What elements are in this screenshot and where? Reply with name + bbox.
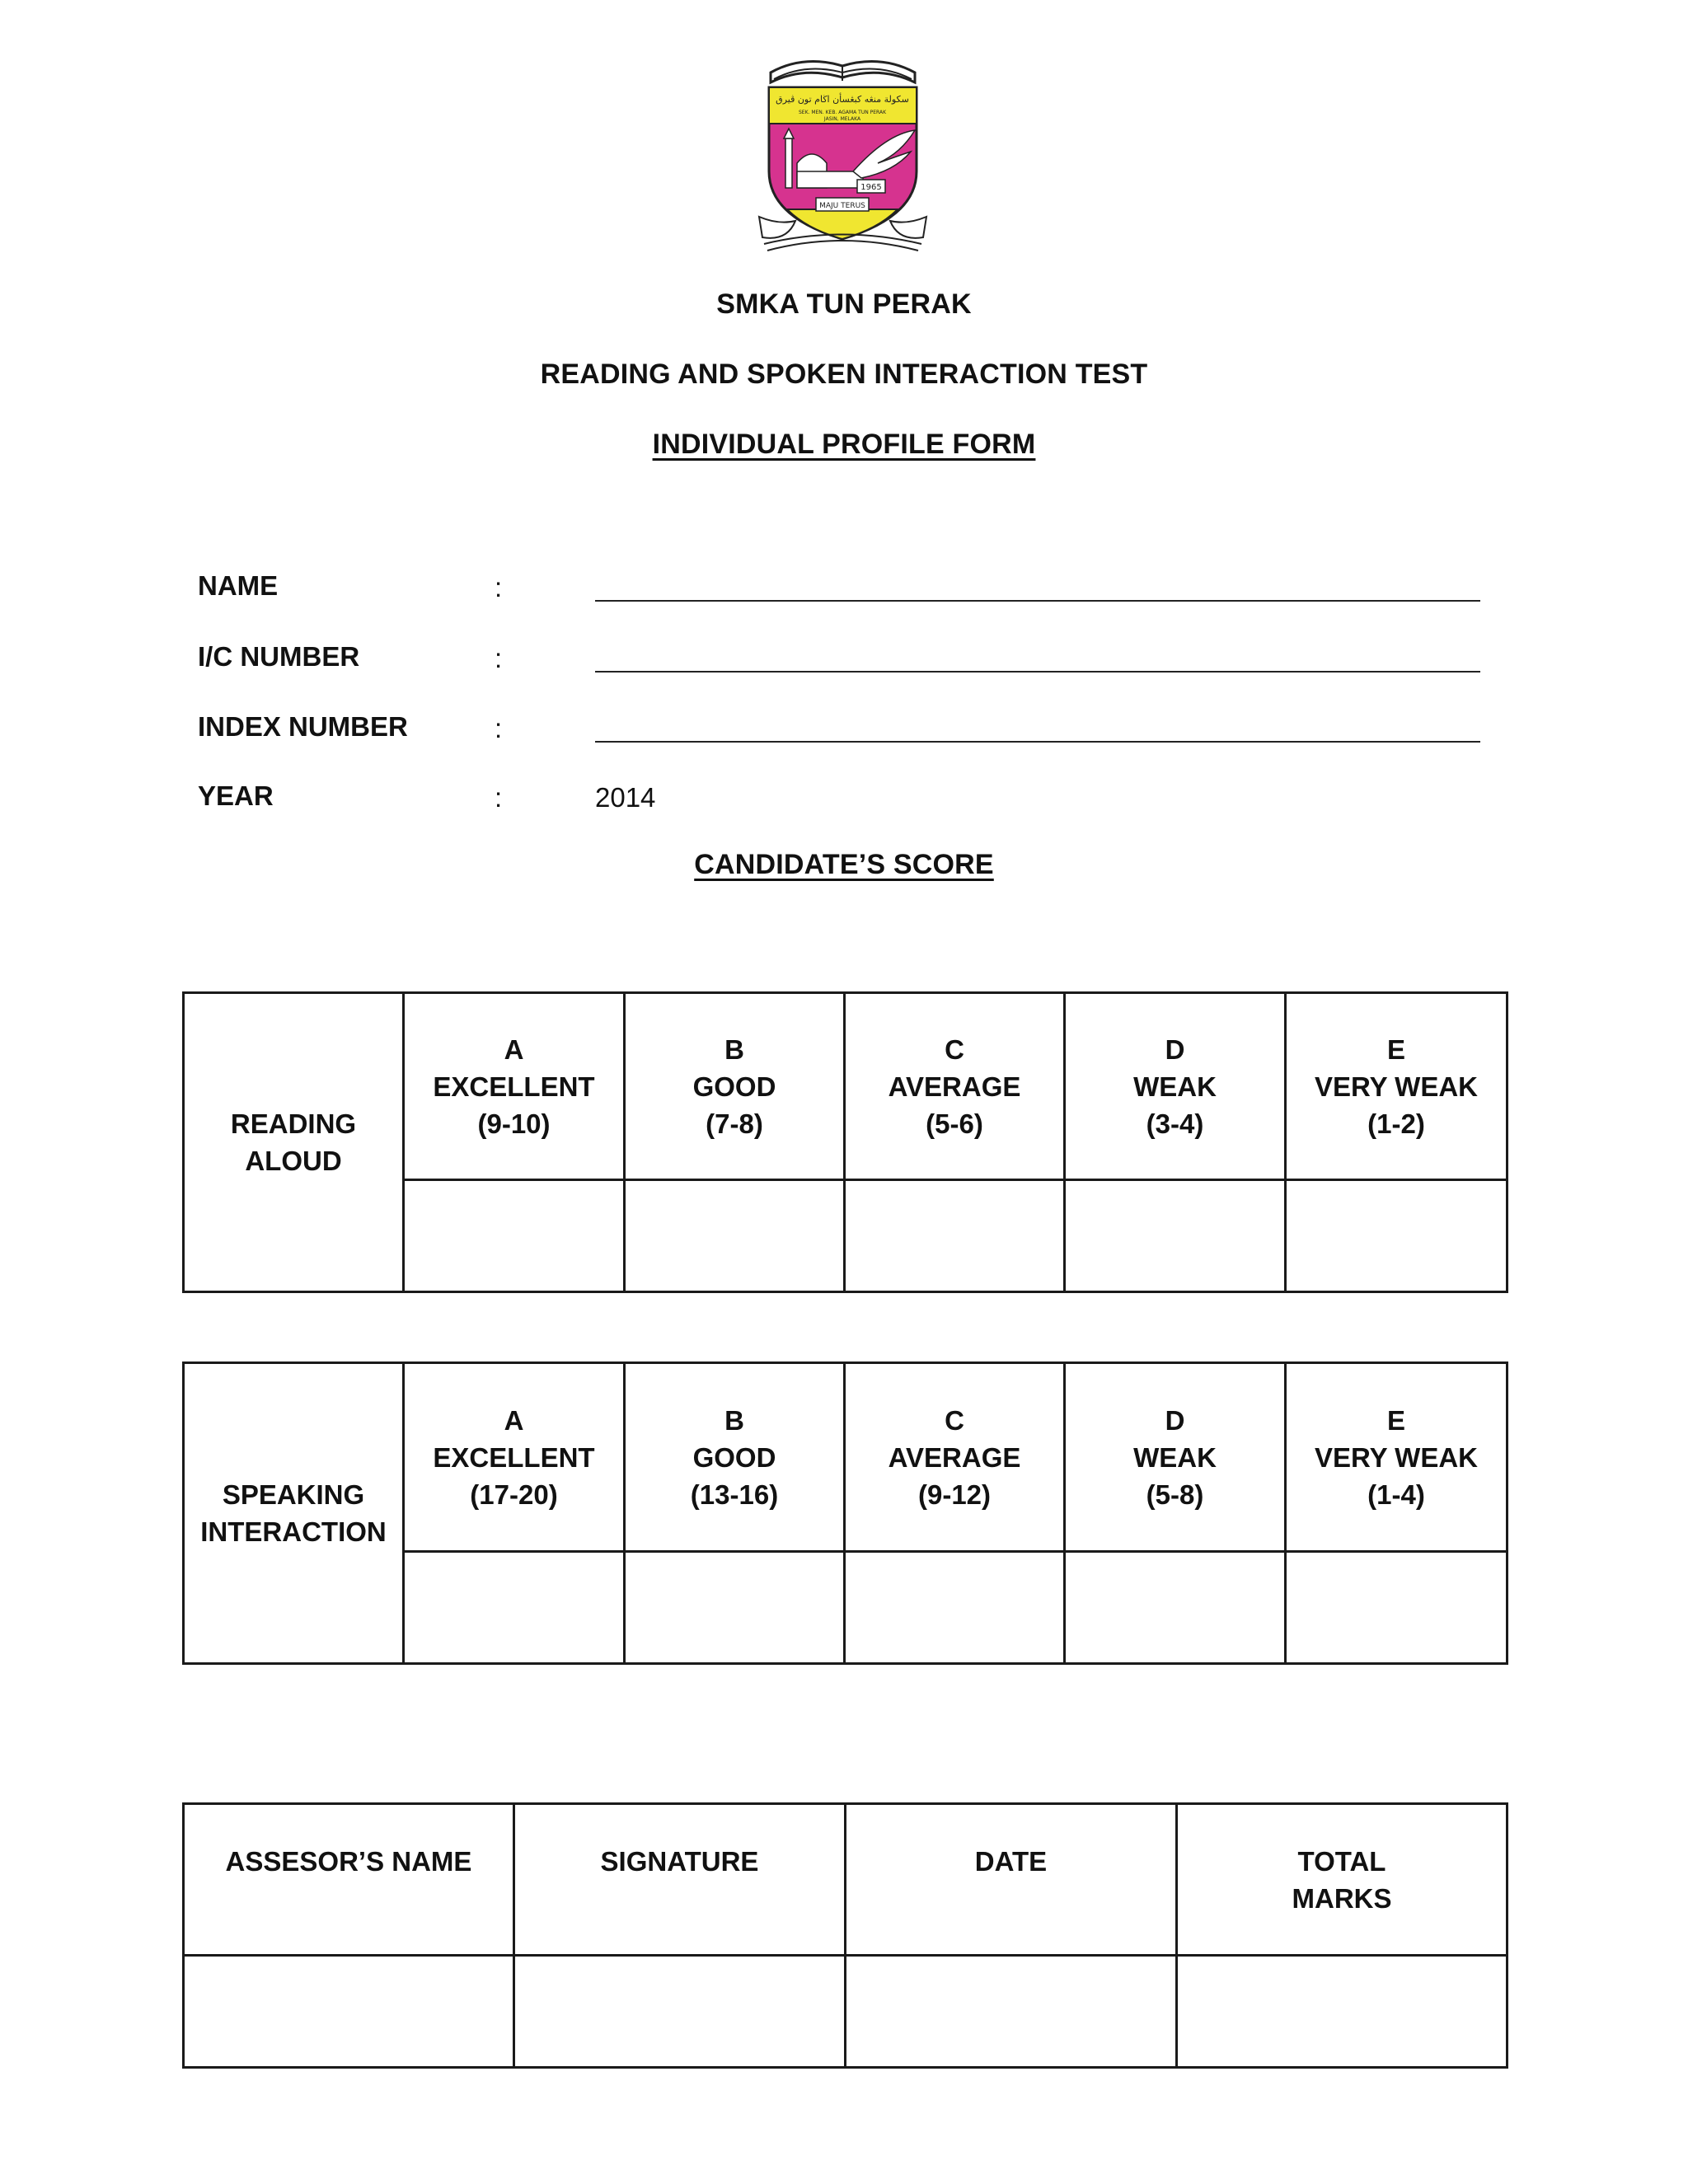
total-marks-header-line2: MARKS [1292, 1883, 1392, 1914]
grade-description: AVERAGE [888, 1071, 1021, 1102]
grade-range: (5-8) [1146, 1479, 1204, 1510]
grade-letter: D [1165, 1404, 1185, 1436]
ic-number-field[interactable] [595, 671, 1480, 673]
grade-description: WEAK [1133, 1071, 1217, 1102]
grade-range: (3-4) [1146, 1108, 1204, 1139]
reading-aloud-label [184, 993, 404, 1292]
index-number-field[interactable] [595, 741, 1480, 743]
grade-description: GOOD [692, 1441, 776, 1473]
grade-description: VERY WEAK [1314, 1071, 1479, 1102]
grade-range: (9-10) [477, 1108, 551, 1139]
grade-description: GOOD [692, 1071, 776, 1102]
book-icon [771, 62, 915, 82]
name-field[interactable] [595, 600, 1480, 602]
signature-cell[interactable] [514, 1956, 846, 2068]
reading-aloud-table [182, 991, 1508, 1293]
speaking-grade-b [625, 1363, 845, 1552]
ic-number-colon: : [495, 643, 503, 673]
assessor-name-cell[interactable] [184, 1956, 514, 2068]
speaking-score-cell-b[interactable] [625, 1552, 845, 1664]
speaking-grade-d [1065, 1363, 1286, 1552]
grade-range: (1-4) [1367, 1479, 1425, 1510]
speaking-grade-row [184, 1363, 1507, 1552]
speaking-score-cell-d[interactable] [1065, 1552, 1286, 1664]
ic-number-label: I/C NUMBER [198, 641, 360, 672]
grade-letter: B [724, 1404, 744, 1436]
reading-grade-b [625, 993, 845, 1180]
grade-letter: E [1386, 1033, 1405, 1065]
candidate-score-title-text: CANDIDATE’S SCORE [694, 849, 994, 880]
speaking-score-cell-e[interactable] [1286, 1552, 1507, 1664]
svg-text:SEK. MEN. KEB. AGAMA TUN PERAK: SEK. MEN. KEB. AGAMA TUN PERAK [798, 110, 887, 115]
form-title [0, 429, 1688, 461]
date-cell[interactable] [846, 1956, 1177, 2068]
grade-description: EXCELLENT [433, 1441, 595, 1473]
signature-header: SIGNATURE [514, 1804, 846, 1956]
grade-range: (17-20) [470, 1479, 558, 1510]
speaking-grade-a [404, 1363, 625, 1552]
date-header: DATE [846, 1804, 1177, 1956]
school-name: SMKA TUN PERAK [716, 288, 972, 320]
reading-grade-d [1065, 993, 1286, 1180]
year-label: YEAR [198, 780, 274, 811]
grade-description: VERY WEAK [1314, 1441, 1479, 1473]
speaking-interaction-label [184, 1363, 404, 1664]
grade-description: EXCELLENT [433, 1071, 595, 1102]
reading-grade-c [845, 993, 1065, 1180]
year-value: 2014 [595, 782, 656, 813]
reading-grade-a [404, 993, 625, 1180]
grade-description: AVERAGE [888, 1441, 1021, 1473]
speaking-grade-c [845, 1363, 1065, 1552]
speaking-interaction-label-line2: INTERACTION [200, 1516, 387, 1547]
svg-text:MAJU TERUS: MAJU TERUS [819, 202, 865, 210]
grade-letter: A [504, 1033, 524, 1065]
svg-text:1965: 1965 [860, 183, 882, 192]
speaking-score-cell-a[interactable] [404, 1552, 625, 1664]
assessor-header-row [184, 1804, 1507, 1956]
index-number-label: INDEX NUMBER [198, 711, 408, 742]
reading-aloud-label-line1: READING [230, 1108, 357, 1139]
year-colon: : [495, 782, 503, 813]
assessor-name-header: ASSESOR’S NAME [184, 1804, 514, 1956]
grade-range: (5-6) [926, 1108, 983, 1139]
reading-score-cell-c[interactable] [845, 1180, 1065, 1292]
total-marks-cell[interactable] [1177, 1956, 1507, 2068]
svg-text:سكولة منڠه كبڠسأن اڬام تون ڤير: سكولة منڠه كبڠسأن اڬام تون ڤيرق [776, 94, 909, 105]
total-marks-header [1177, 1804, 1507, 1956]
index-number-colon: : [495, 713, 503, 743]
speaking-score-cell-c[interactable] [845, 1552, 1065, 1664]
grade-range: (9-12) [917, 1479, 992, 1510]
grade-range: (13-16) [690, 1479, 779, 1510]
reading-grade-row [184, 993, 1507, 1180]
grade-letter: A [504, 1404, 524, 1436]
reading-grade-e [1286, 993, 1507, 1180]
reading-score-cell-d[interactable] [1065, 1180, 1286, 1292]
name-label: NAME [198, 570, 279, 601]
reading-aloud-label-line2: ALOUD [245, 1146, 342, 1176]
assessor-entry-row [184, 1956, 1507, 2068]
grade-letter: B [724, 1033, 744, 1065]
grade-letter: D [1165, 1033, 1185, 1065]
grade-letter: E [1386, 1404, 1405, 1436]
svg-text:JASIN, MELAKA: JASIN, MELAKA [823, 116, 861, 122]
speaking-grade-e [1286, 1363, 1507, 1552]
grade-letter: C [945, 1404, 964, 1436]
form-title-text: INDIVIDUAL PROFILE FORM [652, 429, 1036, 460]
test-title: READING AND SPOKEN INTERACTION TEST [540, 359, 1148, 390]
candidate-score-title [0, 849, 1688, 881]
grade-range: (7-8) [706, 1108, 763, 1139]
speaking-interaction-label-line1: SPEAKING [222, 1479, 365, 1510]
assessor-table [182, 1802, 1508, 2069]
speaking-interaction-table [182, 1361, 1508, 1665]
grade-description: WEAK [1133, 1441, 1217, 1473]
grade-range: (1-2) [1367, 1108, 1425, 1139]
name-colon: : [495, 572, 503, 602]
reading-score-cell-b[interactable] [625, 1180, 845, 1292]
reading-score-cell-a[interactable] [404, 1180, 625, 1292]
total-marks-header-line1: TOTAL [1297, 1846, 1386, 1877]
grade-letter: C [945, 1033, 964, 1065]
reading-score-cell-e[interactable] [1286, 1180, 1507, 1292]
school-crest-logo [754, 48, 931, 258]
